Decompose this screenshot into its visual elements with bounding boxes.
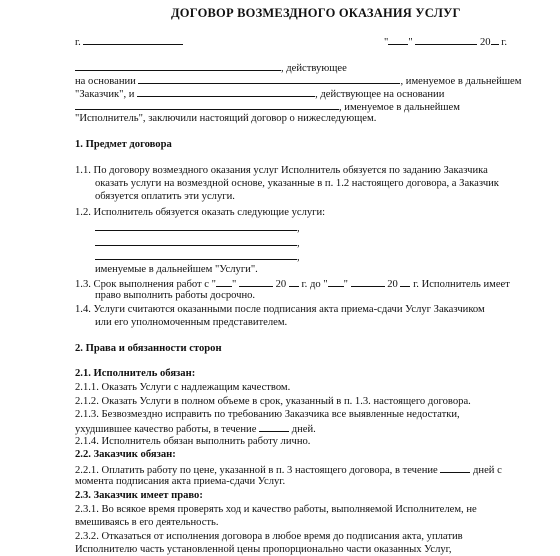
customer-name-blank <box>75 61 281 71</box>
party-line-1 <box>75 61 347 75</box>
clause-2-3-1-line-1: 2.3.1. Во всякое время проверять ход и качество работы, выполняемой Исполнителем, не <box>75 504 477 515</box>
clause-2-1-4: 2.1.4. Исполнитель обязан выполнить работу лично. <box>75 436 311 447</box>
executor-name-blank <box>137 87 315 97</box>
party-line-2 <box>75 74 521 88</box>
clause-1-1-line-1: 1.1. По договору возмездного оказания услуг Исполнитель обязуется по заданию Заказчика <box>75 165 488 176</box>
clause-2-1-3-line-1: 2.1.3. Безвозмездно исправить по требованию Заказчика все выявленные недостатки, <box>75 409 460 420</box>
clause-2-2-1-line-1 <box>75 463 502 477</box>
end-day-blank <box>328 277 344 287</box>
service-blank-1 <box>95 221 297 231</box>
clause-2-1-2: 2.1.2. Оказать Услуги в полном объеме в срок, указанный в п. 1.3. настоящего договора. <box>75 396 471 407</box>
clause-2-1-3-text-a: ухудшившее качество работы, в течение <box>75 424 260 435</box>
clause-1-3-text-f: 20 <box>384 279 401 290</box>
services-named: именуемые в дальнейшем "Услуги". <box>95 264 258 275</box>
clause-2-1-1: 2.1.1. Оказать Услуги с надлежащим качеством. <box>75 382 291 393</box>
payment-days-blank <box>440 463 470 473</box>
service-blank-line-3 <box>95 250 300 264</box>
clause-1-3-text-c: 20 <box>272 279 289 290</box>
start-day-blank <box>216 277 232 287</box>
start-year-blank <box>289 277 299 287</box>
clause-2-2-1-text-a: 2.2.1. Оплатить работу по цене, указанной в п. 3 настоящего договора, в течение <box>75 465 441 476</box>
clause-2-1-3-text-b: дней. <box>289 424 316 435</box>
basis-blank-2 <box>75 100 339 110</box>
date-year: 20 <box>479 37 491 48</box>
intro-text-3b: , действующее на основании <box>315 89 445 100</box>
end-year-blank <box>400 277 410 287</box>
clause-1-3-text-e: " <box>343 279 351 290</box>
intro-text-4: , именуемое в дальнейшем <box>339 102 460 113</box>
end-month-blank <box>351 277 385 287</box>
clause-2-1-3-line-2 <box>75 422 316 436</box>
subsection-2-3-heading: 2.3. Заказчик имеет право: <box>75 490 203 501</box>
city-label: г. <box>75 37 81 48</box>
clause-1-1-line-2: оказать услуги на возмездной основе, указанные в п. 1.2 настоящего договора, а Заказчик <box>95 178 499 189</box>
day-blank <box>388 35 408 45</box>
service-blank-2 <box>95 236 297 246</box>
clause-1-1-line-3: обязуется оплатить эти услуги. <box>95 191 235 202</box>
clause-2-3-2-line-2: Исполнителю часть установленной цены пропорционально части оказанных Услуг, <box>75 544 452 555</box>
section-2-heading: 2. Права и обязанности сторон <box>75 343 222 354</box>
service-blank-3 <box>95 250 297 260</box>
intro-text-2b: , именуемое в дальнейшем <box>400 76 522 87</box>
service-sep-2: , <box>297 238 300 249</box>
party-line-3 <box>75 87 444 101</box>
date-suffix: г. <box>501 37 508 48</box>
clause-2-2-1-text-b: дней с <box>470 465 502 476</box>
year-blank <box>491 35 499 45</box>
clause-1-4-line-2: или его уполномоченным представителем. <box>95 317 288 328</box>
intro-text-1: , действующее <box>281 63 347 74</box>
clause-1-2: 1.2. Исполнитель обязуется оказать следующие услуги: <box>75 207 326 218</box>
clause-2-3-2-line-1: 2.3.2. Отказаться от исполнения договора в любое время до подписания акта, уплатив <box>75 531 463 542</box>
date-quote-close: " <box>408 37 413 48</box>
city-blank <box>83 35 183 45</box>
subsection-2-1-heading: 2.1. Исполнитель обязан: <box>75 368 196 379</box>
service-blank-line-2 <box>95 236 300 250</box>
subsection-2-2-heading: 2.2. Заказчик обязан: <box>75 449 176 460</box>
section-1-heading: 1. Предмет договора <box>75 139 172 150</box>
city-line <box>75 35 183 49</box>
intro-text-2a: на основании <box>75 76 136 87</box>
clause-1-3-text-d: г. до " <box>298 279 328 290</box>
party-line-4 <box>75 100 460 114</box>
clause-1-3-line-1 <box>75 277 510 291</box>
date-line <box>384 35 507 49</box>
clause-1-3-text-b: " <box>231 279 239 290</box>
clause-1-3-text-a: 1.3. Срок выполнения работ с " <box>75 279 216 290</box>
clause-1-3-text-g: г. Исполнитель имеет <box>410 279 510 290</box>
clause-1-4-line-1: 1.4. Услуги считаются оказанными после подписания акта приема-сдачи Услуг Заказчиком <box>75 304 485 315</box>
document-title: ДОГОВОР ВОЗМЕЗДНОГО ОКАЗАНИЯ УСЛУГ <box>171 6 461 20</box>
intro-text-3a: "Заказчик", и <box>75 89 135 100</box>
clause-2-3-1-line-2: вмешиваясь в его деятельность. <box>75 517 219 528</box>
party-line-5: "Исполнитель", заключили настоящий договор о нижеследующем. <box>75 113 377 124</box>
service-sep-1: , <box>297 223 300 234</box>
service-blank-line-1 <box>95 221 300 235</box>
fix-days-blank <box>259 422 289 432</box>
month-blank <box>415 35 477 45</box>
clause-1-3-line-2: право выполнить работы досрочно. <box>95 290 256 301</box>
service-sep-3: , <box>297 252 300 263</box>
basis-blank-1 <box>138 74 400 84</box>
start-month-blank <box>239 277 273 287</box>
date-quote-open: " <box>384 37 389 48</box>
clause-2-2-1-line-2: момента подписания акта приема-сдачи Услуг. <box>75 476 286 487</box>
